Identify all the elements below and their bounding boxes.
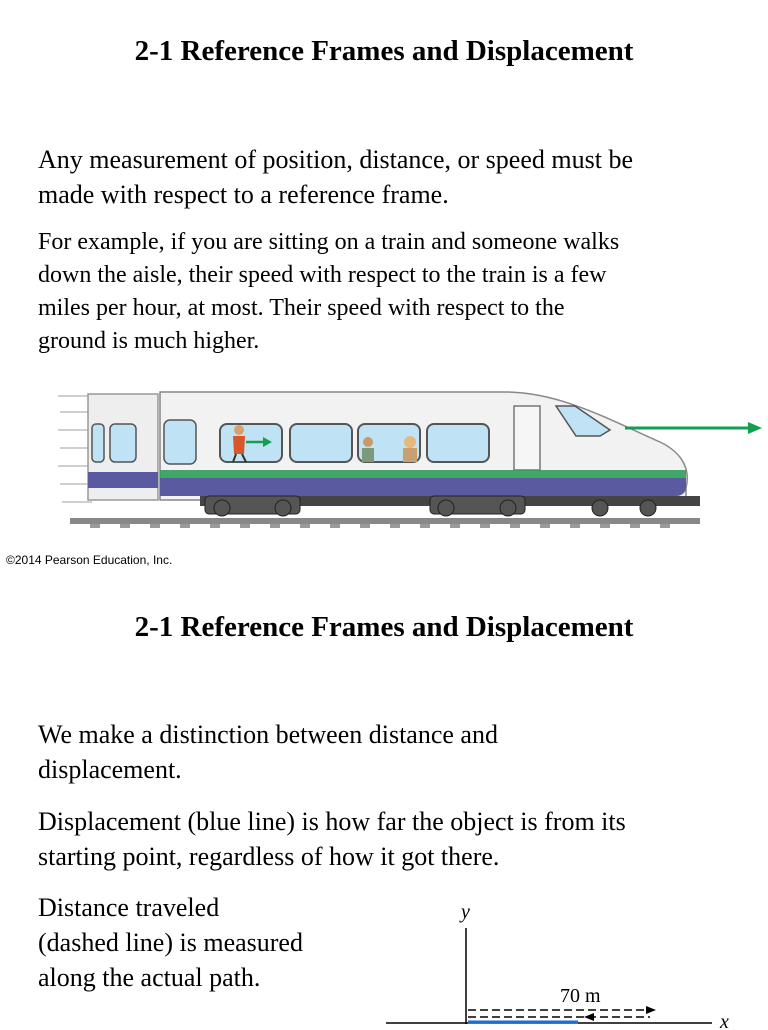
distance-dashed-path bbox=[468, 1010, 650, 1017]
train-velocity-arrow bbox=[625, 422, 762, 434]
distance-label: 70 m bbox=[560, 985, 601, 1007]
paragraph-line: starting point, regardless of how it got there. bbox=[38, 842, 500, 871]
slide-1-paragraph-2 bbox=[38, 226, 619, 358]
paragraph-line: Distance traveled bbox=[38, 893, 220, 922]
seated-passenger-icon bbox=[362, 437, 374, 462]
slide-2-paragraph-2 bbox=[38, 804, 626, 874]
seated-passenger-icon bbox=[403, 436, 417, 462]
paragraph-line: miles per hour, at most. Their speed with respect to the bbox=[38, 295, 565, 321]
y-axis-label: y bbox=[461, 901, 470, 923]
paragraph-line: displacement. bbox=[38, 755, 182, 784]
displacement-diagram bbox=[0, 900, 768, 1030]
paragraph-line: ground is much higher. bbox=[38, 328, 260, 354]
slide-2-title: 2-1 Reference Frames and Displacement bbox=[134, 611, 634, 643]
slide-2-paragraph-1 bbox=[38, 717, 498, 787]
paragraph-line: made with respect to a reference frame. bbox=[38, 180, 449, 209]
paragraph-line: For example, if you are sitting on a train and someone walks bbox=[38, 229, 620, 255]
paragraph-line: Any measurement of position, distance, or speed must be bbox=[38, 145, 633, 174]
paragraph-line: Displacement (blue line) is how far the object is from its bbox=[38, 807, 626, 836]
slide-1-title: 2-1 Reference Frames and Displacement bbox=[134, 35, 634, 67]
paragraph-line: (dashed line) is measured bbox=[38, 928, 303, 957]
paragraph-line: We make a distinction between distance and bbox=[38, 720, 498, 749]
slide-1-paragraph-1 bbox=[38, 142, 633, 212]
paragraph-line: along the actual path. bbox=[38, 963, 261, 992]
copyright-credit: ©2014 Pearson Education, Inc. bbox=[6, 553, 173, 567]
x-axis-label: x bbox=[720, 1011, 729, 1030]
slide-2 bbox=[0, 512, 768, 1030]
paragraph-line: down the aisle, their speed with respect to the train is a few bbox=[38, 262, 607, 288]
